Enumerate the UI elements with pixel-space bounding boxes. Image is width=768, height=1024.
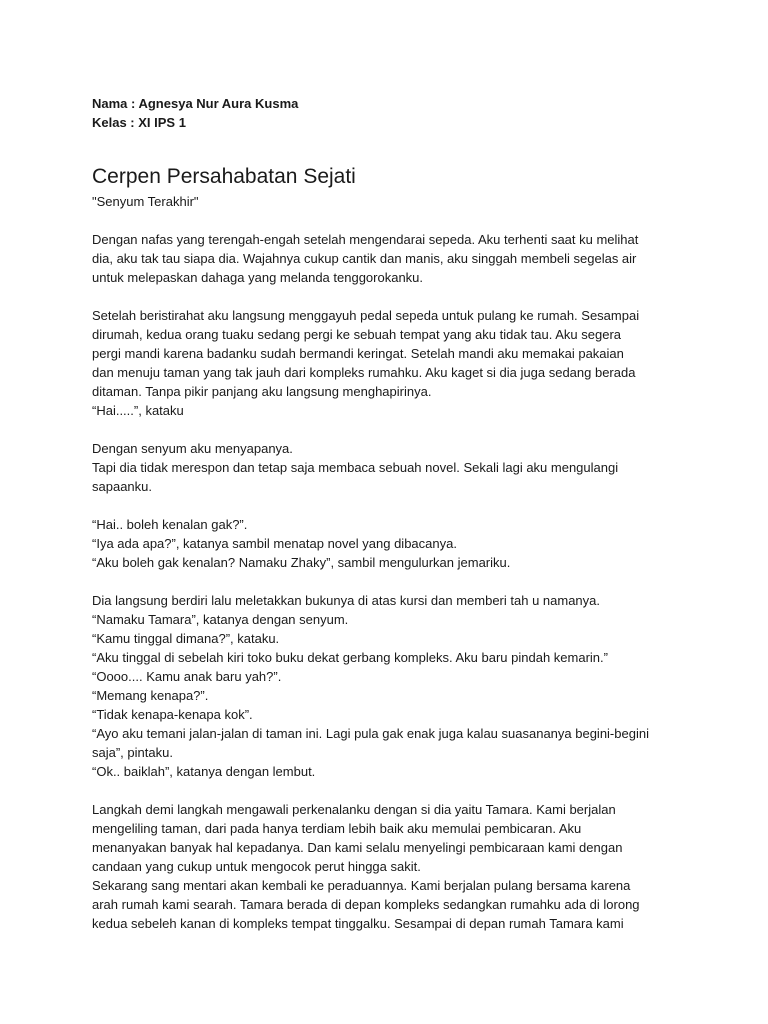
story-body [92,230,682,933]
story-subtitle: "Senyum Terakhir" [92,194,199,209]
story-title: Cerpen Persahabatan Sejati [92,165,356,188]
paragraph-line: “Aku boleh gak kenalan? Namaku Zhaky”, sambil mengulurkan jemariku. [92,555,511,570]
paragraph-line: “Ok.. baiklah”, katanya dengan lembut. [92,764,316,779]
paragraph-line: “Memang kenapa?”. [92,688,209,703]
document-page [92,94,682,952]
paragraph-line: Dengan nafas yang terengah-engah setelah mengendarai sepeda. Aku terhenti saat ku melihat [92,232,639,247]
paragraph-line: “Aku tinggal di sebelah kiri toko buku dekat gerbang kompleks. Aku baru pindah kemarin.” [92,650,608,665]
paragraph-line: “Tidak kenapa-kenapa kok”. [92,707,253,722]
paragraph-line: kedua sebeleh kanan di kompleks tempat tinggalku. Sesampai di depan rumah Tamara kami [92,916,624,931]
paragraph-line: Tapi dia tidak merespon dan tetap saja membaca sebuah novel. Sekali lagi aku mengulangi [92,460,619,475]
paragraph-line: mengeliling taman, dari pada hanya terdiam lebih baik aku memulai pembicaran. Aku [92,821,582,836]
paragraph-line: Dia langsung berdiri lalu meletakkan bukunya di atas kursi dan memberi tah u namanya. [92,593,601,608]
paragraph-line: “Iya ada apa?”, katanya sambil menatap novel yang dibacanya. [92,536,457,551]
paragraph-line: “Kamu tinggal dimana?”, kataku. [92,631,280,646]
story-paragraph [92,591,682,781]
paragraph-line: ditaman. Tanpa pikir panjang aku langsung menghapirinya. [92,384,432,399]
paragraph-line: “Ayo aku temani jalan-jalan di taman ini. Lagi pula gak enak juga kalau suasananya begini-begini [92,726,649,741]
paragraph-line: Sekarang sang mentari akan kembali ke peraduannya. Kami berjalan pulang bersama karena [92,878,631,893]
paragraph-line: “Oooo.... Kamu anak baru yah?”. [92,669,282,684]
paragraph-line: dan menuju taman yang tak jauh dari kompleks rumahku. Aku kaget si dia juga sedang berada [92,365,636,380]
paragraph-line: saja”, pintaku. [92,745,173,760]
story-paragraph [92,515,682,572]
paragraph-line: dia, aku tak tau siapa dia. Wajahnya cukup cantik dan manis, aku singgah membeli segelas air [92,251,637,266]
story-paragraph [92,800,682,933]
paragraph-line: dirumah, kedua orang tuaku sedang pergi ke sebuah tempat yang aku tidak tau. Aku segera [92,327,622,342]
story-paragraph [92,439,682,496]
paragraph-line: “Hai.. boleh kenalan gak?”. [92,517,248,532]
story-paragraph [92,306,682,420]
paragraph-line: “Hai.....”, kataku [92,403,184,418]
paragraph-line: menanyakan banyak hal kepadanya. Dan kami selalu menyelingi pembicaraan kami dengan [92,840,623,855]
paragraph-line: “Namaku Tamara”, katanya dengan senyum. [92,612,349,627]
paragraph-line: sapaanku. [92,479,152,494]
paragraph-line: arah rumah kami searah. Tamara berada di depan kompleks sedangkan rumahku ada di lorong [92,897,640,912]
paragraph-line: Setelah beristirahat aku langsung menggayuh pedal sepeda untuk pulang ke rumah. Sesampai [92,308,640,323]
paragraph-line: Dengan senyum aku menyapanya. [92,441,293,456]
paragraph-line: pergi mandi karena badanku sudah bermandi keringat. Setelah mandi aku memakai pakaian [92,346,624,361]
paragraph-line: candaan yang cukup untuk mengocok perut hingga sakit. [92,859,421,874]
student-name: Nama : Agnesya Nur Aura Kusma [92,96,299,111]
student-class: Kelas : XI IPS 1 [92,115,186,130]
paragraph-line: untuk melepaskan dahaga yang melanda tenggorokanku. [92,270,424,285]
story-paragraph [92,230,682,287]
paragraph-line: Langkah demi langkah mengawali perkenalanku dengan si dia yaitu Tamara. Kami berjalan [92,802,616,817]
